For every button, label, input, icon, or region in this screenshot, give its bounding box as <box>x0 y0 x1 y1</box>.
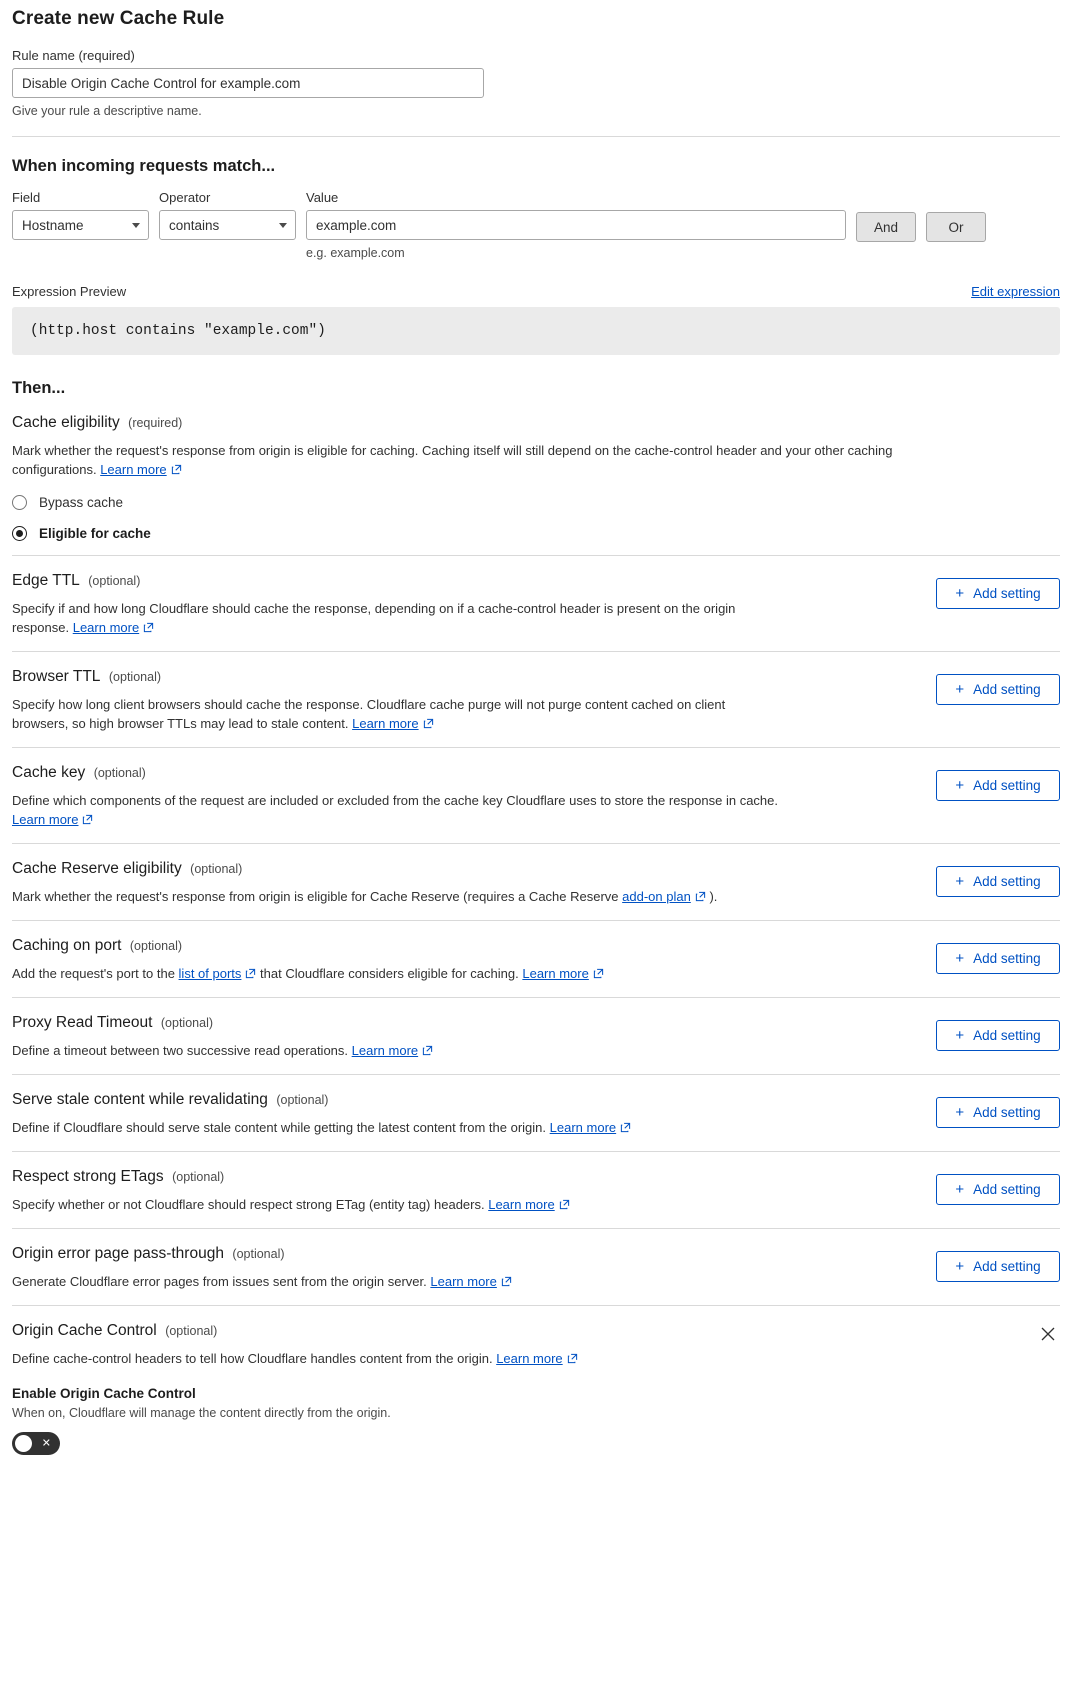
add-setting-button[interactable] <box>936 866 1060 897</box>
learn-more-link[interactable]: Learn more <box>522 966 589 981</box>
radio-bypass-cache[interactable] <box>12 495 1060 510</box>
enable-origin-cache-control-desc: When on, Cloudflare will manage the content directly from the origin. <box>12 1406 391 1420</box>
setting-title: Cache Reserve eligibility <box>12 860 182 877</box>
setting-description-after: ). <box>709 889 718 904</box>
external-link-icon <box>501 1276 512 1287</box>
or-button[interactable]: Or <box>926 212 986 242</box>
setting-respect-strong-etags <box>12 1152 1060 1229</box>
setting-origin-error-page-pass-through <box>12 1229 1060 1306</box>
add-setting-button[interactable] <box>936 1020 1060 1051</box>
setting-cache-reserve-eligibility <box>12 844 1060 921</box>
add-setting-button[interactable] <box>936 1174 1060 1205</box>
setting-title: Origin Cache Control <box>12 1322 157 1339</box>
setting-title: Origin error page pass-through <box>12 1245 224 1262</box>
add-setting-label: Add setting <box>973 1105 1041 1120</box>
value-label: Value <box>306 190 339 205</box>
setting-optional: (optional) <box>160 1016 214 1030</box>
external-link-icon <box>695 891 706 902</box>
setting-caching-on-port <box>12 921 1060 998</box>
external-link-icon <box>143 622 154 633</box>
or-column <box>926 190 986 242</box>
setting-description <box>12 695 782 733</box>
plus-icon: + <box>955 585 965 602</box>
field-select-wrap <box>12 210 149 240</box>
setting-description <box>12 1195 782 1214</box>
setting-description-mid: that Cloudflare considers eligible for caching. <box>260 966 519 981</box>
setting-description <box>12 1272 782 1291</box>
operator-select[interactable]: contains <box>159 210 296 240</box>
setting-title: Serve stale content while revalidating <box>12 1091 268 1108</box>
setting-optional: (optional) <box>108 670 162 684</box>
learn-more-link[interactable]: Learn more <box>352 716 419 731</box>
setting-optional: (optional) <box>172 1170 225 1184</box>
plus-icon: + <box>955 1181 965 1198</box>
expression-preview: (http.host contains "example.com") <box>12 307 1060 355</box>
learn-more-link[interactable]: Learn more <box>72 620 140 635</box>
learn-more-link[interactable]: Learn more <box>430 1274 497 1289</box>
setting-description-text: Generate Cloudflare error pages from issues sent from the origin server. <box>12 1274 427 1289</box>
rule-name-input[interactable] <box>12 68 484 98</box>
external-link-icon <box>245 968 256 979</box>
setting-description <box>12 1349 782 1368</box>
external-link-icon <box>559 1199 570 1210</box>
add-setting-label: Add setting <box>973 778 1041 793</box>
setting-optional: (optional) <box>165 1324 218 1338</box>
setting-optional: (optional) <box>93 766 146 780</box>
learn-more-link[interactable]: Learn more <box>488 1197 555 1212</box>
toggle-off-icon: ✕ <box>41 1437 51 1449</box>
setting-description-text: Specify if and how long Cloudflare should cache the response, depending on if a cache-control header is present on the origin response. <box>12 601 736 635</box>
learn-more-link[interactable]: Learn more <box>351 1043 419 1058</box>
operator-column <box>159 190 296 240</box>
close-icon[interactable] <box>1038 1324 1058 1344</box>
operator-label: Operator <box>159 190 211 205</box>
enable-origin-cache-control-label: Enable Origin Cache Control <box>12 1386 196 1401</box>
learn-more-link[interactable]: Learn more <box>549 1120 617 1135</box>
setting-edge-ttl <box>12 556 1060 652</box>
setting-title: Browser TTL <box>12 668 101 685</box>
radio-label: Eligible for cache <box>39 526 151 541</box>
rule-name-section <box>12 48 1060 118</box>
setting-title: Cache eligibility <box>12 414 120 431</box>
setting-cache-key <box>12 748 1060 844</box>
setting-description-text: Define a timeout between two successive read operations. <box>12 1043 349 1058</box>
setting-description-text: Specify whether or not Cloudflare should respect strong ETag (entity tag) headers. <box>12 1197 485 1212</box>
plus-icon: + <box>955 1027 965 1044</box>
add-setting-button[interactable] <box>936 578 1060 609</box>
setting-optional: (optional) <box>88 574 141 588</box>
field-select[interactable]: Hostname <box>12 210 149 240</box>
page-title: Create new Cache Rule <box>12 8 225 29</box>
external-link-icon <box>422 1045 433 1056</box>
setting-description-text: Define cache-control headers to tell how Cloudflare handles content from the origin. <box>12 1351 493 1366</box>
add-setting-label: Add setting <box>973 874 1041 889</box>
add-setting-label: Add setting <box>973 1028 1041 1043</box>
setting-optional: (optional) <box>232 1247 285 1261</box>
setting-description <box>12 887 782 906</box>
setting-description <box>12 1041 782 1060</box>
setting-description-text: Mark whether the request's response from origin is eligible for caching. Caching itself will still depend on the cache-control header and your other caching configurations. <box>12 443 893 477</box>
plus-icon: + <box>955 873 965 890</box>
setting-description-text: Specify how long client browsers should cache the response. Cloudflare cache purge will not purge content cached on client browsers, so high browser TTLs may lead to stale content. <box>12 697 726 731</box>
setting-description <box>12 599 782 637</box>
radio-label: Bypass cache <box>39 495 124 510</box>
setting-browser-ttl <box>12 652 1060 748</box>
plus-icon: + <box>955 1104 965 1121</box>
setting-description-text: Add the request's port to the <box>12 966 175 981</box>
plus-icon: + <box>955 681 965 698</box>
setting-cache-eligibility <box>12 398 1060 556</box>
value-column <box>306 190 846 260</box>
add-setting-button[interactable] <box>936 674 1060 705</box>
edit-expression-link[interactable]: Edit expression <box>971 284 1060 299</box>
setting-title: Proxy Read Timeout <box>12 1014 153 1031</box>
setting-title: Cache key <box>12 764 86 781</box>
external-link-icon <box>567 1353 578 1364</box>
add-on-plan-link[interactable]: add-on plan <box>622 889 691 904</box>
setting-title: Respect strong ETags <box>12 1168 164 1185</box>
setting-description-text: Mark whether the request's response from origin is eligible for Cache Reserve (requires a Cache Reserve <box>12 889 619 904</box>
expression-preview-label: Expression Preview <box>12 284 127 299</box>
setting-optional: (optional) <box>276 1093 329 1107</box>
setting-description <box>12 964 782 983</box>
enable-origin-cache-control-toggle[interactable] <box>12 1432 60 1455</box>
value-input[interactable] <box>306 210 846 240</box>
setting-optional: (optional) <box>129 939 183 953</box>
radio-eligible-for-cache[interactable] <box>12 526 1060 541</box>
setting-serve-stale-content <box>12 1075 1060 1152</box>
add-setting-label: Add setting <box>973 586 1041 601</box>
setting-origin-cache-control <box>12 1306 1060 1469</box>
rule-name-help: Give your rule a descriptive name. <box>12 104 202 118</box>
setting-proxy-read-timeout <box>12 998 1060 1075</box>
add-setting-label: Add setting <box>973 682 1041 697</box>
add-setting-button[interactable] <box>936 1251 1060 1282</box>
add-setting-label: Add setting <box>973 1259 1041 1274</box>
rule-name-label: Rule name (required) <box>12 48 135 63</box>
toggle-knob <box>15 1435 32 1452</box>
external-link-icon <box>423 718 434 729</box>
plus-icon: + <box>955 1258 965 1275</box>
setting-optional: (required) <box>128 416 183 430</box>
expression-header <box>12 284 1060 299</box>
divider <box>12 136 1060 137</box>
plus-icon: + <box>955 777 965 794</box>
plus-icon: + <box>955 950 965 967</box>
field-label: Field <box>12 190 41 205</box>
radio-icon-selected <box>12 526 27 541</box>
list-of-ports-link[interactable]: list of ports <box>178 966 242 981</box>
setting-description <box>12 441 942 479</box>
add-setting-button[interactable] <box>936 943 1060 974</box>
and-button[interactable]: And <box>856 212 916 242</box>
and-column <box>856 190 916 242</box>
radio-icon <box>12 495 27 510</box>
learn-more-link[interactable]: Learn more <box>100 462 167 477</box>
add-setting-button[interactable] <box>936 770 1060 801</box>
external-link-icon <box>82 814 93 825</box>
setting-title: Caching on port <box>12 937 122 954</box>
setting-description-text: Define which components of the request are included or excluded from the cache key Cloudflare uses to store the response in cache. <box>12 793 778 808</box>
learn-more-link[interactable]: Learn more <box>12 812 79 827</box>
setting-description-text: Define if Cloudflare should serve stale content while getting the latest content from the origin. <box>12 1120 547 1135</box>
setting-optional: (optional) <box>190 862 243 876</box>
setting-title: Edge TTL <box>12 572 80 589</box>
match-heading: When incoming requests match... <box>12 157 276 175</box>
add-setting-button[interactable] <box>936 1097 1060 1128</box>
setting-description <box>12 791 782 829</box>
value-hint: e.g. example.com <box>306 246 405 260</box>
external-link-icon <box>171 464 182 475</box>
setting-description <box>12 1118 782 1137</box>
operator-select-wrap <box>159 210 296 240</box>
external-link-icon <box>593 968 604 979</box>
add-setting-label: Add setting <box>973 951 1041 966</box>
match-row <box>12 190 1060 260</box>
add-setting-label: Add setting <box>973 1182 1041 1197</box>
learn-more-link[interactable]: Learn more <box>496 1351 563 1366</box>
then-heading: Then... <box>12 379 66 397</box>
external-link-icon <box>620 1122 631 1133</box>
field-column <box>12 190 149 240</box>
